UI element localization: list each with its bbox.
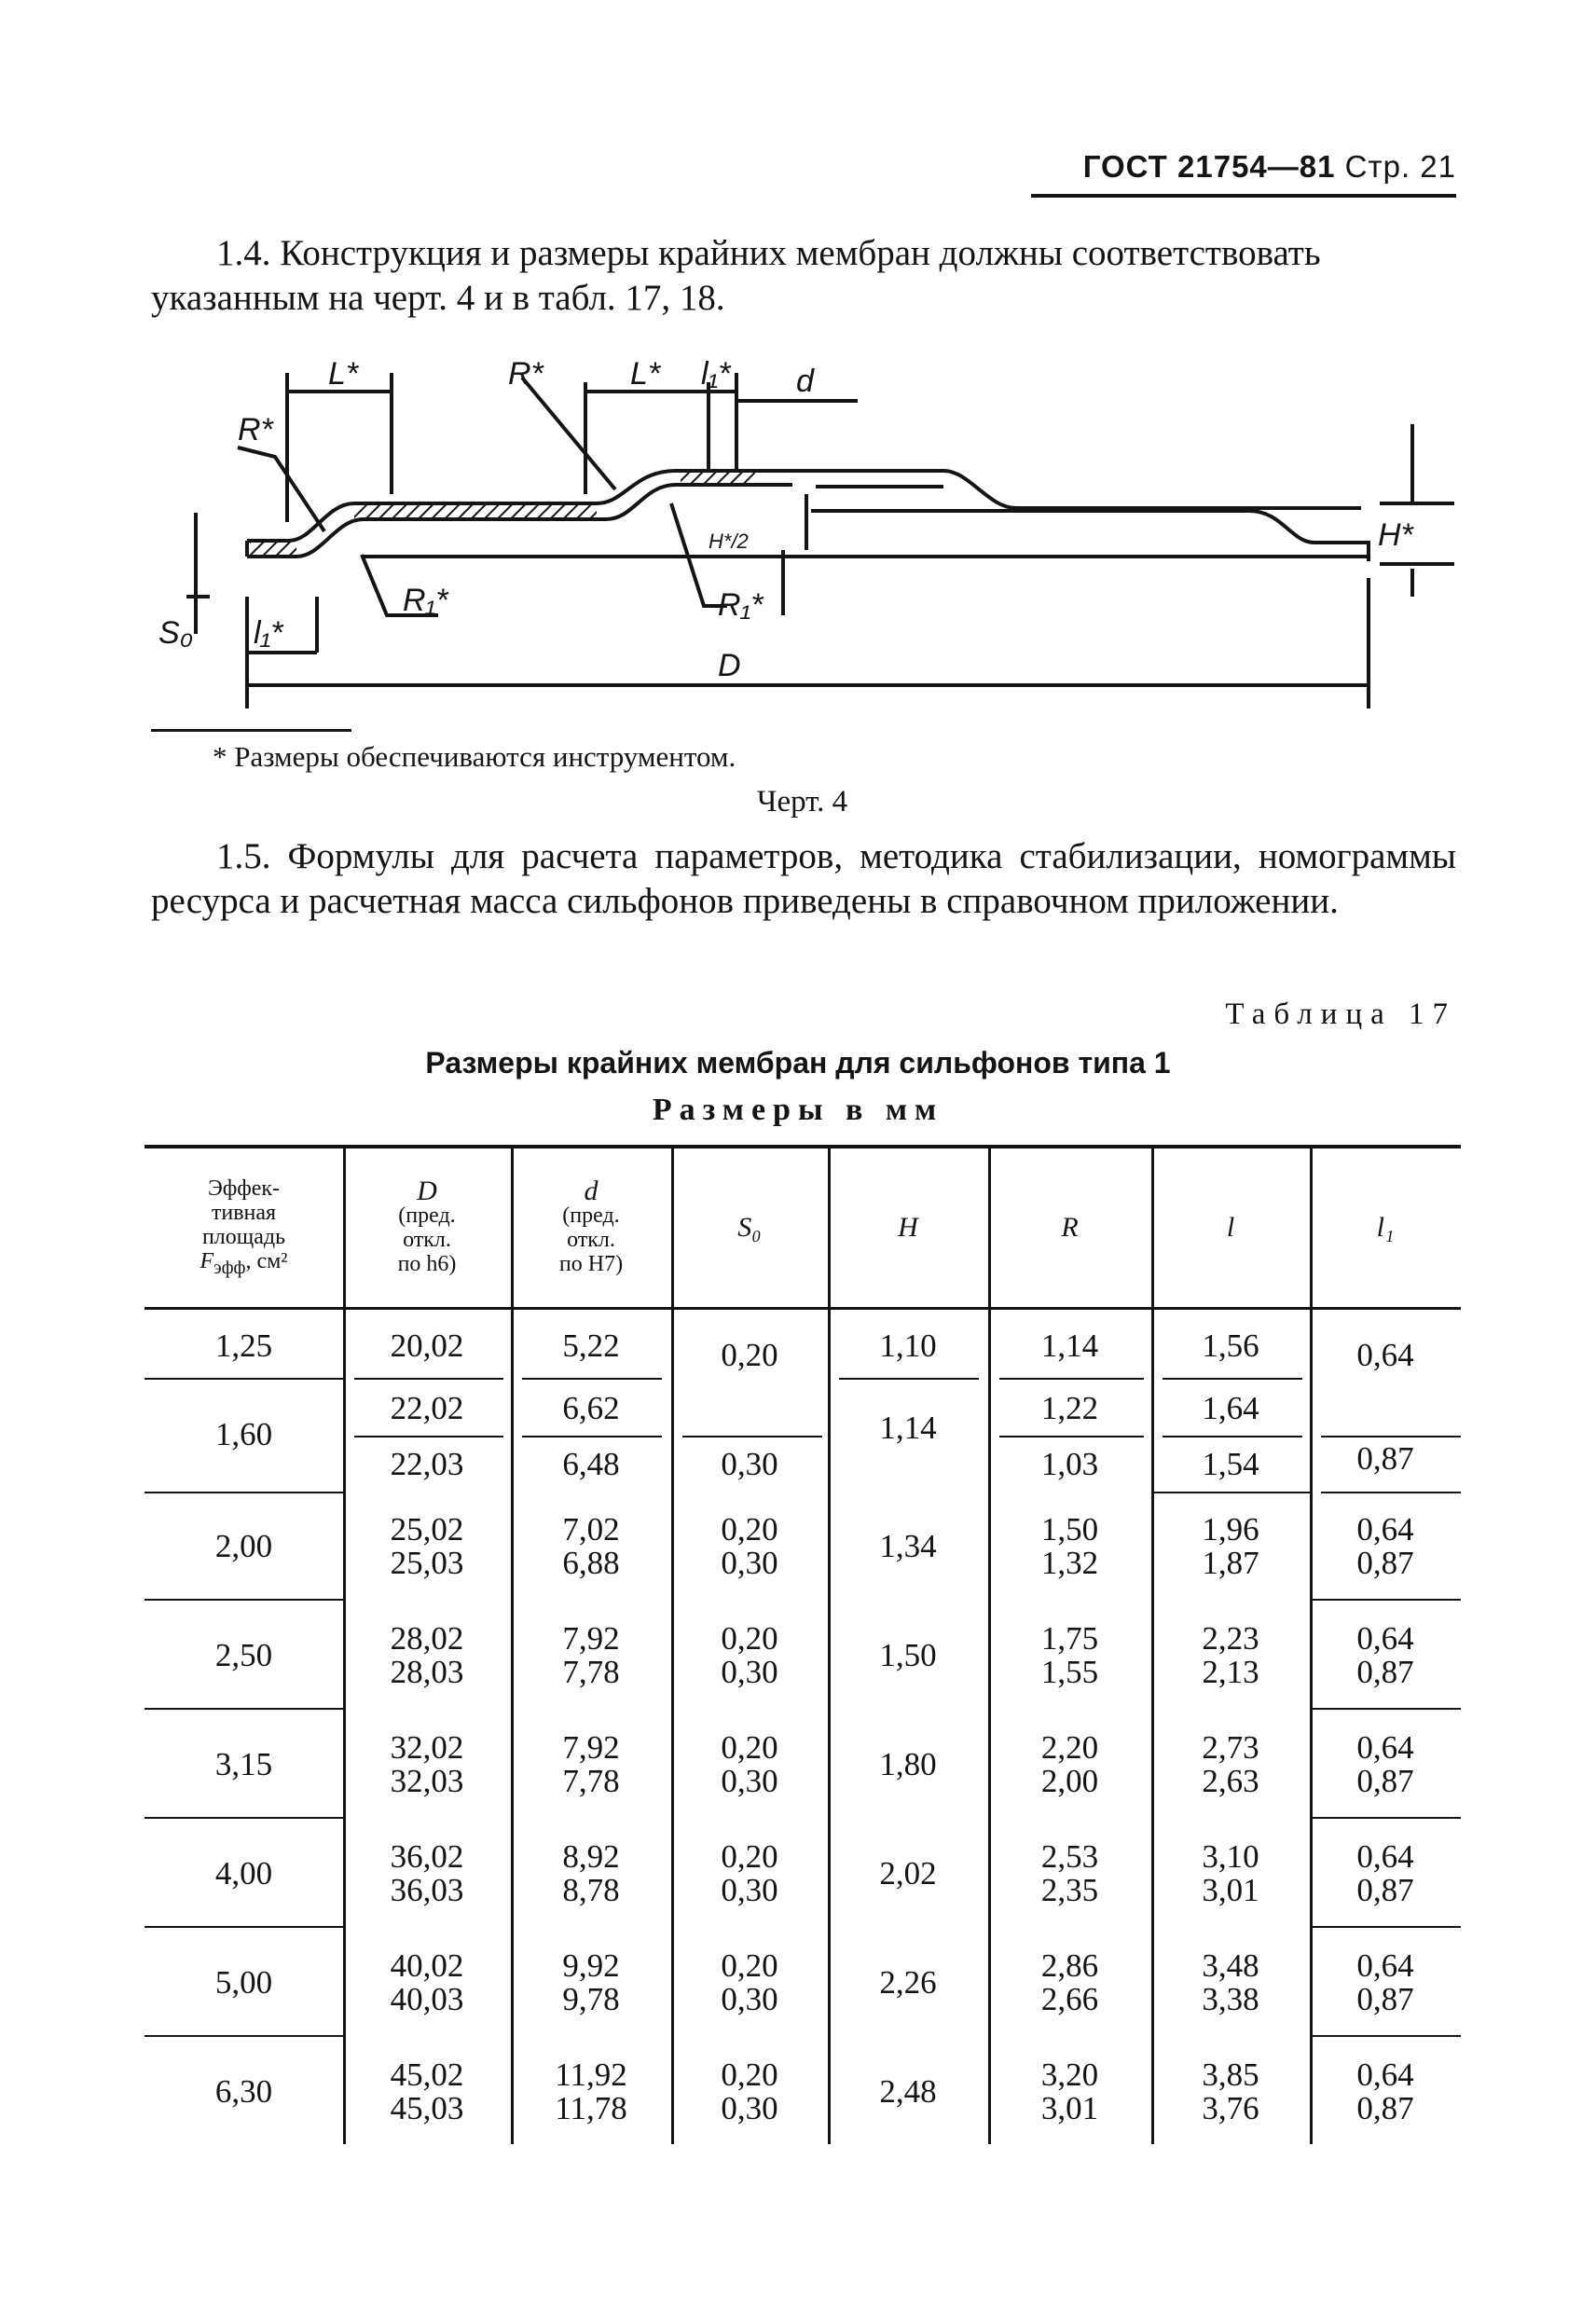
cell-S0: 0,30	[721, 1980, 778, 2017]
cell-S0: 0,20	[721, 1510, 778, 1548]
cell-R: 2,35	[1040, 1871, 1099, 1908]
row-rule	[999, 1378, 1144, 1380]
cell-l: 3,01	[1202, 1871, 1259, 1908]
cell-d: 8,92	[562, 1837, 620, 1875]
cell-R: 1,14	[1040, 1327, 1099, 1364]
page-number: Стр. 21	[1344, 149, 1456, 184]
dim-l1-bottom: l₁*	[254, 615, 283, 651]
cell-R: 2,53	[1040, 1837, 1099, 1875]
page-header	[1083, 149, 1456, 185]
cell-R: 1,03	[1040, 1445, 1099, 1482]
cell-D: 36,03	[390, 1871, 464, 1908]
cell-d: 9,78	[562, 1980, 620, 2017]
cell-D: 28,02	[390, 1619, 464, 1657]
cell-D: 32,03	[390, 1762, 464, 1799]
cell-d: 7,78	[562, 1653, 620, 1690]
header-rule	[144, 1307, 1461, 1310]
cell-S0: 0,20	[721, 1946, 778, 1984]
row-rule	[1310, 1599, 1461, 1601]
paragraph-1-5: 1.5. Формулы для расчета параметров, методика стабилизации, номограммы ресурса и расчетная масса сильфонов приведены в справочном приложении.	[151, 836, 1456, 921]
cell-S0: 0,20	[721, 1728, 778, 1766]
cell-D: 36,02	[390, 1837, 464, 1875]
cell-H: 1,34	[879, 1527, 937, 1564]
cell-S0: 0,30	[721, 1445, 778, 1482]
row-rule	[354, 1436, 503, 1437]
row-rule	[1310, 2035, 1461, 2037]
cell-R: 1,75	[1040, 1619, 1099, 1657]
cell-H: 2,02	[879, 1854, 937, 1891]
header-S0: S₀	[737, 1212, 762, 1243]
cell-D: 40,02	[390, 1946, 464, 1984]
cell-S0: 0,30	[721, 2089, 778, 2126]
figure-caption: Черт. 4	[757, 785, 848, 818]
dim-R1-right: R₁*	[718, 587, 764, 623]
row-rule	[1163, 1378, 1302, 1380]
cell-l1: 0,64	[1356, 1619, 1414, 1657]
cell-l: 1,54	[1202, 1445, 1259, 1482]
cell-l1: 0,64	[1356, 2056, 1414, 2093]
row-rule	[144, 1599, 343, 1601]
cell-H: 1,10	[879, 1327, 937, 1364]
cell-R: 1,55	[1040, 1653, 1099, 1690]
cell-l1: 0,87	[1356, 1439, 1414, 1477]
cell-D: 28,03	[390, 1653, 464, 1690]
cell-l: 1,56	[1202, 1327, 1259, 1364]
cell-D: 45,03	[390, 2089, 464, 2126]
cell-S0: 0,30	[721, 1653, 778, 1690]
cell-area: 1,25	[214, 1327, 273, 1364]
cell-S0: 0,20	[721, 2056, 778, 2093]
cell-l: 3,38	[1202, 1980, 1259, 2017]
dim-L1: L*	[328, 356, 359, 392]
row-rule	[1310, 1817, 1461, 1819]
table-units: Размеры в мм	[652, 1093, 944, 1127]
header-l: l	[1226, 1212, 1235, 1243]
cell-R: 3,20	[1040, 2056, 1099, 2093]
dim-R1: R*	[238, 412, 273, 447]
cell-l1: 0,64	[1356, 1510, 1414, 1548]
cell-area: 1,60	[214, 1415, 273, 1452]
membrane-drawing	[0, 336, 1596, 718]
dimensions-table	[144, 1145, 1461, 2144]
cell-l: 3,85	[1202, 2056, 1259, 2093]
dim-L2: L*	[630, 356, 661, 392]
cell-l: 3,48	[1202, 1946, 1259, 1984]
row-rule	[144, 1817, 343, 1819]
row-rule	[522, 1378, 662, 1380]
cell-l: 2,23	[1202, 1619, 1259, 1657]
cell-l: 3,10	[1202, 1837, 1259, 1875]
row-rule	[144, 2035, 343, 2037]
cell-D: 40,03	[390, 1980, 464, 2017]
cell-area: 5,00	[214, 1963, 273, 2001]
dim-D: D	[718, 648, 741, 683]
cell-l1: 0,87	[1356, 1544, 1414, 1581]
cell-R: 2,66	[1040, 1980, 1099, 2017]
row-rule	[682, 1436, 822, 1437]
cell-S0: 0,30	[721, 1762, 778, 1799]
cell-R: 1,50	[1040, 1510, 1099, 1548]
cell-R: 3,01	[1040, 2089, 1099, 2126]
dim-H2: H*/2	[709, 530, 749, 553]
cell-H: 2,26	[879, 1963, 937, 2001]
cell-R: 1,32	[1040, 1544, 1099, 1581]
cell-D: 32,02	[390, 1728, 464, 1766]
cell-area: 3,15	[214, 1745, 273, 1782]
cell-R: 1,22	[1040, 1389, 1099, 1426]
cell-R: 2,86	[1040, 1946, 1099, 1984]
header-l1: l₁	[1376, 1212, 1395, 1243]
cell-d: 8,78	[562, 1871, 620, 1908]
table-title: Размеры крайних мембран для сильфонов типа 1	[425, 1046, 1171, 1080]
cell-R: 2,00	[1040, 1762, 1099, 1799]
cell-d: 5,22	[562, 1327, 620, 1364]
cell-d: 7,78	[562, 1762, 620, 1799]
table-top-rule	[144, 1145, 1461, 1149]
cell-H: 1,80	[879, 1745, 937, 1782]
row-rule	[839, 1378, 979, 1380]
row-rule	[1151, 1492, 1310, 1493]
row-rule	[1321, 1492, 1461, 1493]
row-rule	[999, 1436, 1144, 1437]
cell-H: 1,14	[879, 1409, 937, 1446]
dim-R2: R*	[508, 356, 543, 392]
cell-l: 2,73	[1202, 1728, 1259, 1766]
standard-number: ГОСТ 21754—81	[1082, 149, 1336, 184]
footnote: * Размеры обеспечиваются инструментом.	[213, 740, 736, 773]
dim-d: d	[796, 364, 814, 399]
row-rule	[1310, 1708, 1461, 1710]
table-number: Таблица 17	[1225, 997, 1456, 1031]
cell-d: 11,78	[555, 2089, 627, 2126]
row-rule	[354, 1378, 503, 1380]
cell-l: 1,87	[1202, 1544, 1259, 1581]
cell-l: 2,13	[1202, 1653, 1259, 1690]
cell-l: 3,76	[1202, 2089, 1259, 2126]
cell-area: 2,00	[214, 1527, 273, 1564]
footnote-rule	[151, 729, 351, 732]
cell-l1: 0,87	[1356, 1653, 1414, 1690]
header-area: Эффек- тивная площадь $F_{эфф}$, см²	[200, 1176, 288, 1278]
dim-R1-left: R₁*	[403, 583, 448, 618]
dim-H: H*	[1378, 517, 1413, 553]
cell-S0: 0,20	[721, 1619, 778, 1657]
cell-d: 11,92	[555, 2056, 627, 2093]
cell-l: 2,63	[1202, 1762, 1259, 1799]
cell-l1: 0,64	[1356, 1946, 1414, 1984]
dim-S0: S₀	[158, 615, 194, 651]
cell-l1: 0,87	[1356, 2089, 1414, 2126]
dim-l1-top: l₁*	[701, 356, 731, 392]
cell-D: 22,02	[390, 1389, 464, 1426]
cell-D: 25,02	[390, 1510, 464, 1548]
row-rule	[144, 1378, 343, 1380]
cell-l: 1,64	[1202, 1389, 1259, 1426]
header-H: H	[898, 1212, 918, 1243]
header-d: d (пред. откл. по H7)	[558, 1176, 624, 1276]
cell-area: 6,30	[214, 2072, 273, 2110]
row-rule	[144, 1492, 343, 1493]
header-D: D (пред. откл. по h6)	[397, 1176, 457, 1276]
row-rule	[1310, 1926, 1461, 1928]
cell-l1: 0,64	[1356, 1336, 1414, 1373]
cell-l: 1,96	[1202, 1510, 1259, 1548]
cell-D: 25,03	[390, 1544, 464, 1581]
cell-S0: 0,20	[721, 1837, 778, 1875]
cell-l1: 0,87	[1356, 1980, 1414, 2017]
cell-H: 2,48	[879, 2072, 937, 2110]
paragraph-1-4: 1.4. Конструкция и размеры крайних мембран должны соответствовать указанным на черт. 4 и в табл. 17, 18.	[151, 233, 1321, 318]
cell-S0: 0,30	[721, 1871, 778, 1908]
cell-D: 22,03	[390, 1445, 464, 1482]
row-rule	[144, 1708, 343, 1710]
row-rule	[144, 1926, 343, 1928]
cell-d: 6,88	[562, 1544, 620, 1581]
row-rule	[522, 1436, 662, 1437]
cell-area: 2,50	[214, 1636, 273, 1673]
cell-H: 1,50	[879, 1636, 937, 1673]
cell-d: 9,92	[562, 1946, 620, 1984]
cell-D: 20,02	[390, 1327, 464, 1364]
cell-d: 6,62	[562, 1389, 620, 1426]
cell-D: 45,02	[390, 2056, 464, 2093]
cell-d: 6,48	[562, 1445, 620, 1482]
cell-l1: 0,64	[1356, 1728, 1414, 1766]
row-rule	[1163, 1436, 1302, 1437]
cell-R: 2,20	[1040, 1728, 1099, 1766]
cell-S0: 0,20	[721, 1336, 778, 1373]
cell-d: 7,92	[562, 1728, 620, 1766]
header-R: R	[1061, 1212, 1079, 1243]
cell-area: 4,00	[214, 1854, 273, 1891]
cell-d: 7,92	[562, 1619, 620, 1657]
cell-l1: 0,87	[1356, 1762, 1414, 1799]
cell-S0: 0,30	[721, 1544, 778, 1581]
cell-d: 7,02	[562, 1510, 620, 1548]
header-rule	[1031, 194, 1456, 198]
cell-l1: 0,64	[1356, 1837, 1414, 1875]
cell-l1: 0,87	[1356, 1871, 1414, 1908]
